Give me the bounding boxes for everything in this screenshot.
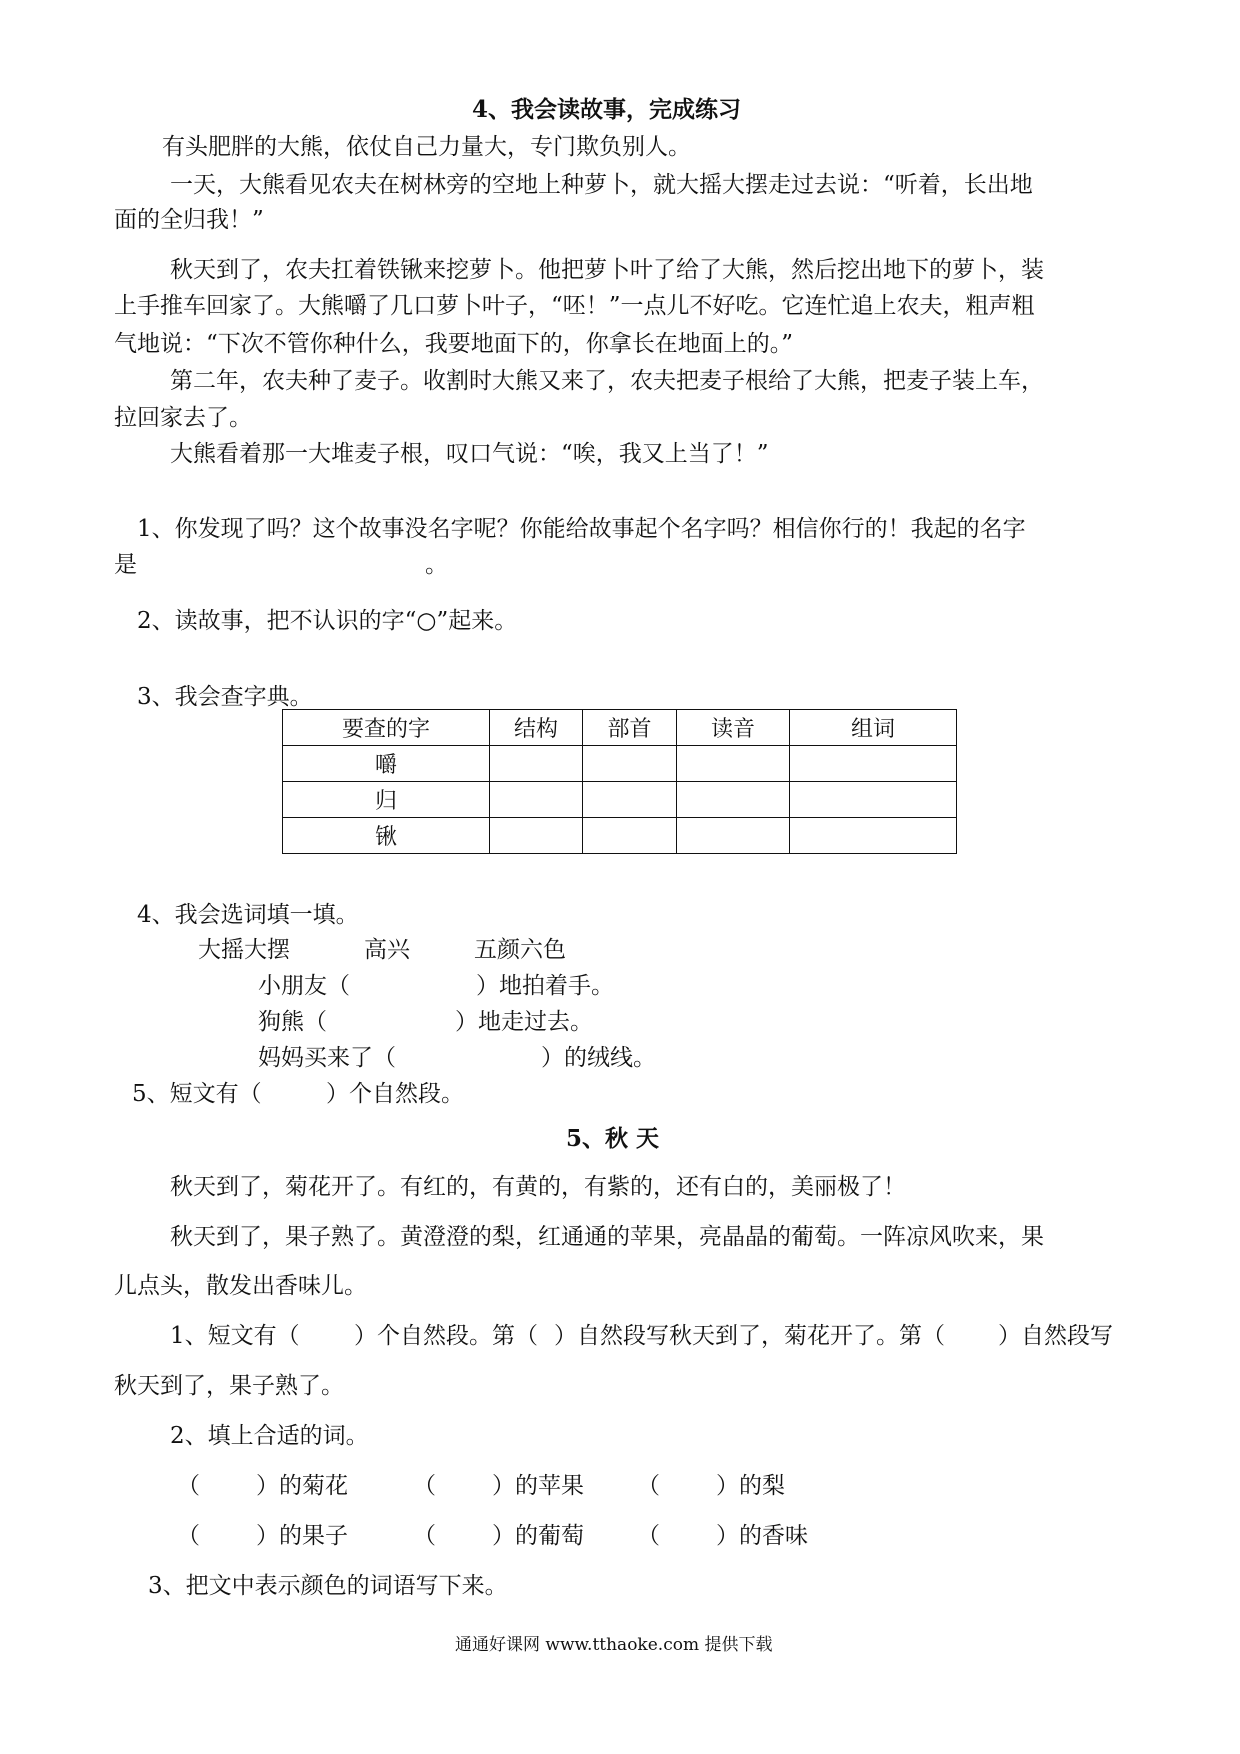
question-5-start: 5、短文有（ — [132, 1081, 262, 1107]
story4-title: 4、我会读故事，完成练习 — [472, 96, 742, 123]
story4-line-6: 气地说：“下次不管你种什么，我要地面下的，你拿长在地面上的。” — [114, 331, 794, 357]
table-cell-char: 锹 — [283, 818, 490, 854]
question-1-prefix: 是 — [114, 552, 137, 578]
sentence-1-end: ）地拍着手。 — [476, 973, 614, 999]
question-5-end: ）个自然段。 — [326, 1081, 464, 1107]
word-option: 高兴 — [364, 937, 410, 963]
dictionary-table — [282, 709, 957, 854]
table-row — [283, 746, 957, 782]
sentence-3-end: ）的绒线。 — [541, 1045, 656, 1071]
story4-line-3: 面的全归我！” — [114, 207, 264, 233]
question-1-period: 。 — [425, 552, 448, 578]
s5-question-1-b: ）个自然段。第（ — [354, 1323, 538, 1349]
table-row — [283, 818, 957, 854]
story5-paragraph-2-cont: 儿点头，散发出香味儿。 — [114, 1273, 367, 1299]
story4-line-4: 秋天到了，农夫扛着铁锹来挖萝卜。他把萝卜叶了给了大熊，然后挖出地下的萝卜，装 — [170, 257, 1044, 283]
table-cell-char: 嚼 — [283, 746, 490, 782]
s5-question-2-text: 2、填上合适的词。 — [170, 1423, 369, 1449]
paren-open: （ — [637, 1523, 660, 1549]
paren-open: （ — [177, 1523, 200, 1549]
fill-phrase: ）的菊花 — [256, 1473, 348, 1499]
table-cell-blank[interactable] — [583, 782, 677, 818]
s5-question-1-line2: 秋天到了，果子熟了。 — [114, 1373, 344, 1399]
table-cell-blank[interactable] — [790, 782, 957, 818]
table-header: 要查的字 — [283, 710, 490, 746]
table-cell-blank[interactable] — [490, 818, 583, 854]
story5-title: 5、秋 天 — [566, 1125, 660, 1152]
s5-question-1-d: ）自然段写 — [998, 1323, 1113, 1349]
table-cell-blank[interactable] — [790, 818, 957, 854]
s5-question-3-text: 3、把文中表示颜色的词语写下来。 — [148, 1573, 508, 1599]
name-answer-blank[interactable] — [138, 550, 418, 580]
question-3-text: 3、我会查字典。 — [137, 684, 313, 710]
story5-paragraph-2: 秋天到了，果子熟了。黄澄澄的梨，红通通的苹果，亮晶晶的葡萄。一阵凉风吹来，果 — [170, 1224, 1044, 1250]
sentence-3-start: 妈妈买来了（ — [258, 1045, 396, 1071]
table-row — [283, 782, 957, 818]
page-footer: 通通好课网 www.tthaoke.com 提供下载 — [455, 1635, 773, 1655]
story4-line-9: 大熊看着那一大堆麦子根，叹口气说：“唉，我又上当了！” — [170, 441, 769, 467]
s5-question-1-a: 1、短文有（ — [170, 1323, 300, 1349]
story5-paragraph-1: 秋天到了，菊花开了。有红的，有黄的，有紫的，还有白的，美丽极了！ — [170, 1174, 906, 1200]
sentence-2-start: 狗熊（ — [258, 1009, 327, 1035]
table-header: 部首 — [583, 710, 677, 746]
table-cell-blank[interactable] — [677, 746, 790, 782]
fill-phrase: ）的苹果 — [492, 1473, 584, 1499]
sentence-1-start: 小朋友（ — [258, 973, 350, 999]
table-header: 结构 — [490, 710, 583, 746]
fill-phrase: ）的香味 — [716, 1523, 808, 1549]
table-cell-blank[interactable] — [790, 746, 957, 782]
paren-open: （ — [177, 1473, 200, 1499]
fill-phrase: ）的梨 — [716, 1473, 785, 1499]
table-header-row — [283, 710, 957, 746]
table-cell-blank[interactable] — [677, 818, 790, 854]
question-4-text: 4、我会选词填一填。 — [137, 902, 359, 928]
s5-question-1-c: ）自然段写秋天到了，菊花开了。第（ — [554, 1323, 945, 1349]
story4-line-8: 拉回家去了。 — [114, 405, 252, 431]
table-cell-blank[interactable] — [583, 746, 677, 782]
paren-open: （ — [413, 1523, 436, 1549]
story4-line-5: 上手推车回家了。大熊嚼了几口萝卜叶子，“呸！”一点儿不好吃。它连忙追上农夫，粗声粗 — [114, 293, 1035, 319]
table-cell-blank[interactable] — [490, 746, 583, 782]
word-option: 大摇大摆 — [198, 937, 290, 963]
sentence-2-end: ）地走过去。 — [455, 1009, 593, 1035]
story4-line-2: 一天，大熊看见农夫在树林旁的空地上种萝卜，就大摇大摆走过去说：“听着，长出地 — [170, 172, 1033, 198]
table-header: 读音 — [677, 710, 790, 746]
fill-phrase: ）的葡萄 — [492, 1523, 584, 1549]
table-cell-blank[interactable] — [490, 782, 583, 818]
table-cell-char: 归 — [283, 782, 490, 818]
paren-open: （ — [637, 1473, 660, 1499]
story4-line-7: 第二年，农夫种了麦子。收割时大熊又来了，农夫把麦子根给了大熊，把麦子装上车， — [170, 368, 1044, 394]
word-option: 五颜六色 — [474, 937, 566, 963]
paren-open: （ — [413, 1473, 436, 1499]
story4-line-1: 有头肥胖的大熊，依仗自己力量大，专门欺负别人。 — [162, 134, 691, 160]
question-2-text: 2、读故事，把不认识的字“○”起来。 — [137, 608, 518, 634]
table-cell-blank[interactable] — [677, 782, 790, 818]
question-1-text: 1、你发现了吗？这个故事没名字呢？你能给故事起个名字吗？相信你行的！我起的名字 — [137, 516, 1026, 542]
fill-phrase: ）的果子 — [256, 1523, 348, 1549]
table-header: 组词 — [790, 710, 957, 746]
table-cell-blank[interactable] — [583, 818, 677, 854]
